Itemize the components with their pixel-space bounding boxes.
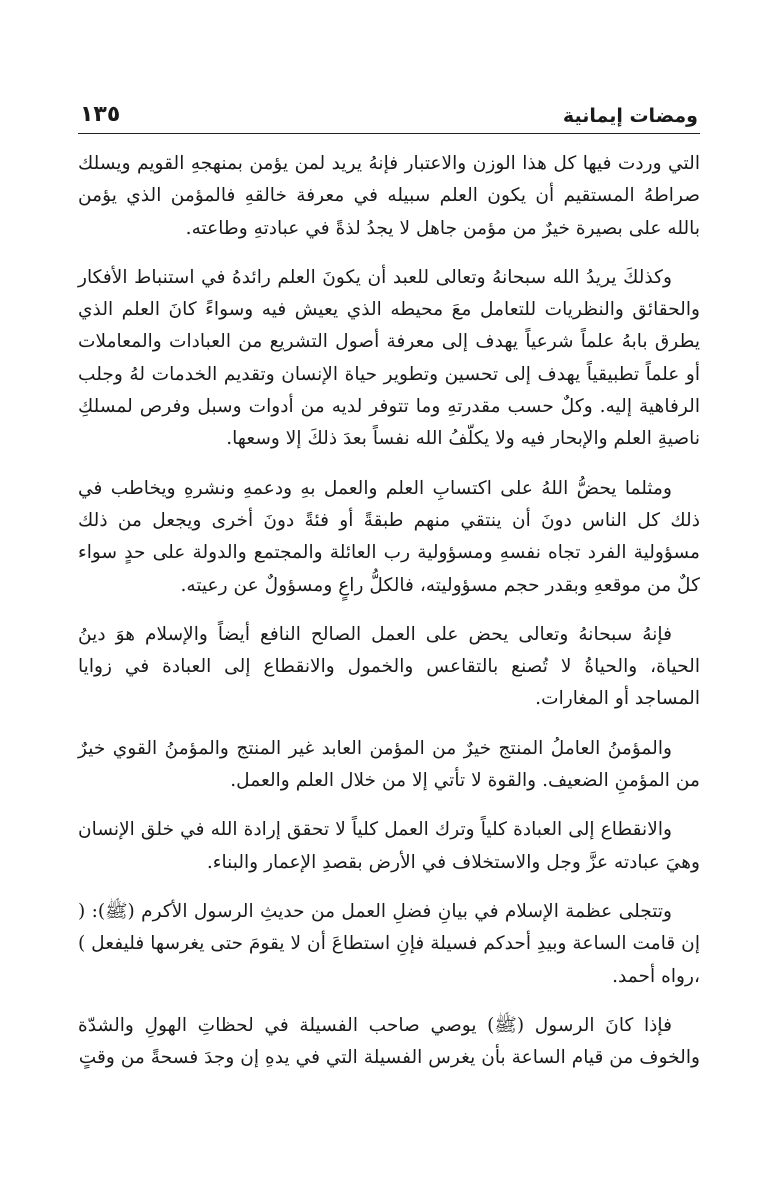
page-header (78, 96, 700, 134)
paragraph: ومثلما يحضُّ اللهُ على اكتسابِ العلم والعمل بهِ ودعمهِ ونشرهِ ويخاطب في ذلك كل الناس دونَ أن ينتقي منهم طبقةً أو فئةً دونَ أخرى ويجعل من ذلك مسؤولية الفرد تجاه نفسهِ ومسؤولية رب العائلة والمجتمع والدولة على حدٍ سواء كلٌ من موقعهِ وبقدر حجم مسؤوليته، فالكلُّ راعٍ ومسؤولٌ عن رعيته. (78, 477, 700, 596)
book-page (78, 96, 700, 1074)
page-body (78, 148, 700, 1074)
paragraph: والانقطاع إلى العبادة كلياً وترك العمل كلياً لا تحقق إرادة الله في خلق الإنسان وهيَ عبادته عزَّ وجل والاستخلاف في الأرض بقصدِ الإعمار والبناء. (78, 819, 700, 873)
paragraph: فإنهُ سبحانهُ وتعالى يحض على العمل الصالح النافع أيضاً والإسلام هوَ دينُ الحياة، والحياةُ لا تُصنع بالتقاعس والخمول والانقطاع إلى العبادة في زوايا المساجد أو المغارات. (78, 623, 700, 710)
paragraph: والمؤمنُ العاملُ المنتج خيرٌ من المؤمن العابد غير المنتج والمؤمنُ القوي خيرٌ من المؤمنِ الضعيف. والقوة لا تأتي إلا من خلال العلم والعمل. (78, 737, 700, 792)
paragraph: التي وردت فيها كل هذا الوزن والاعتبار فإنهُ يريد لمن يؤمن بمنهجهِ القويم ويسلك صراطهُ المستقيم أن يكون العلم سبيله في معرفة خالقهِ فالمؤمن الذي يؤمن بالله على بصيرة خيرٌ من مؤمن جاهل لا يجدُ لذةً في عبادتهِ وطاعته. (78, 153, 700, 239)
paragraph: وكذلكَ يريدُ الله سبحانهُ وتعالى للعبد أن يكونَ العلم رائدهُ في استنباط الأفكار والحقائق والنظريات للتعامل معَ محيطه الذي يعيش فيه وسواءً كانَ العلم الذي يطرق بابهُ علماً شرعياً يهدف إلى معرفة أصول التشريع من العبادات والمعاملات أو علماً تطبيقياً يهدف إلى تحسين وتطوير حياة الإنسان وتقديم الخدمات لهُ وجلب الرفاهية إليه. وكلٌ حسب مقدرتهِ وما تتوفر لديه من أدوات وسبل وفرص لمسلكِ ناصيةِ العلم والإبحار فيه ولا يكلّفُ الله نفساً بعدَ ذلكَ إلا وسعها. (78, 266, 700, 450)
running-title: ومضات إيمانية (562, 105, 698, 127)
paragraph: فإذا كانَ الرسول (ﷺ) يوصي صاحب الفسيلة في لحظاتِ الهولِ والشدّة والخوف من قيام الساعة بأن يغرس الفسيلة التي في يدهِ إن وجدَ فسحةً من وقتٍ (78, 1014, 700, 1069)
page-number: ١٣٥ (80, 102, 121, 127)
paragraph: وتتجلى عظمة الإسلام في بيانِ فضلِ العمل من حديثِ الرسول الأكرم (ﷺ): ( إن قامت الساعة وبيدِ أحدكم فسيلة فإنِ استطاعَ أن لا يقومَ حتى يغرسها فليفعل ) ،رواه أحمد. (78, 900, 700, 987)
